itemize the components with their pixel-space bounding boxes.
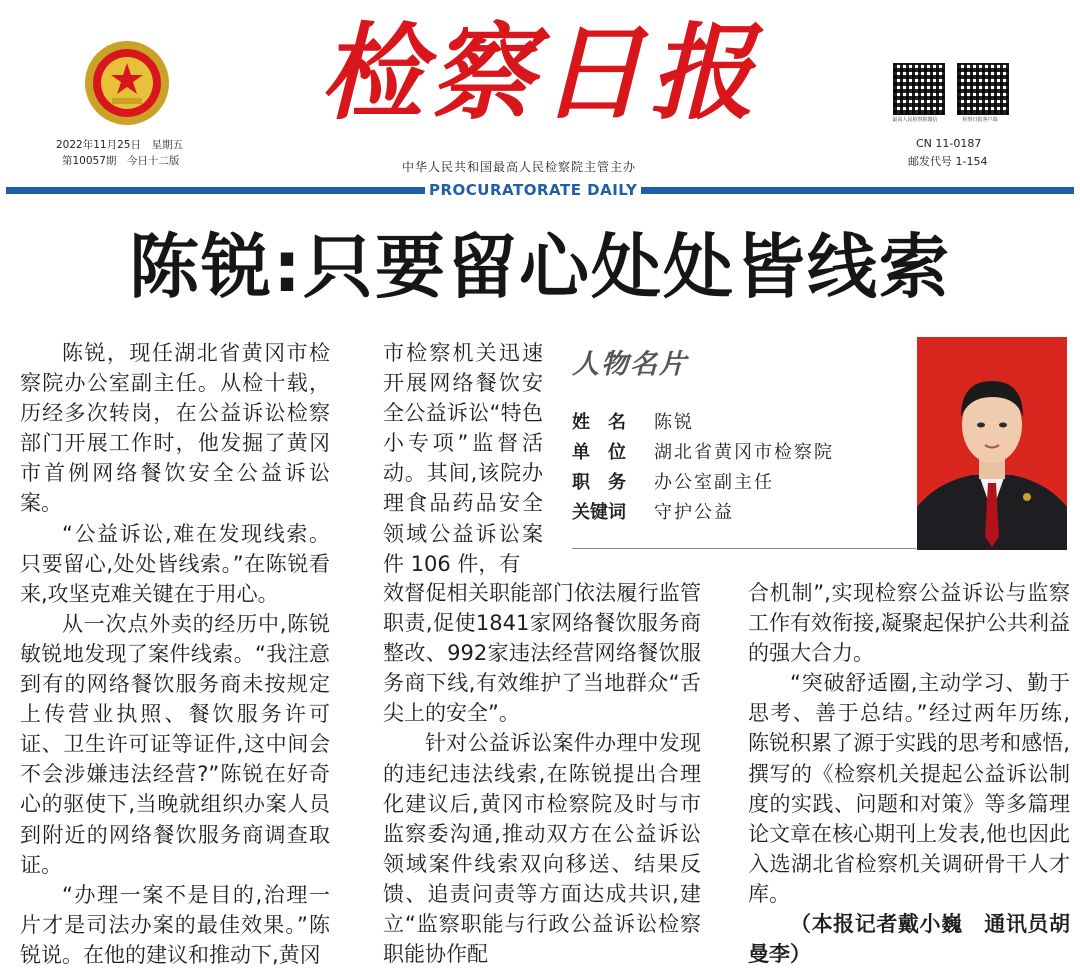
- article-headline: 陈锐:只要留心处处皆线索: [129, 226, 951, 308]
- postal-code: 邮发代号 1-154: [908, 155, 988, 168]
- profile-value: 守护公益: [654, 502, 734, 523]
- paragraph: 从一次点外卖的经历中,陈锐敏锐地发现了案件线索。“我注意到有的网络餐饮服务商未按规定上传营业执照、餐饮服务许可证、卫生许可证等证件,这中间会不会涉嫌违法经营?”陈锐在好奇心的驱使下,当晚就组织办案人员到附近的网络餐饮服务商调查取证。: [20, 611, 330, 877]
- masthead-title: 检察日报: [319, 11, 760, 134]
- qr-label-wechat: 最高人民检察院微信: [892, 117, 938, 123]
- issue-number: 第10057期 今日十二版: [62, 155, 180, 167]
- paragraph: 针对公益诉讼案件办理中发现的违纪违法线索,在陈锐提出合理化建议后,黄冈市检察院及时与市监察委沟通,推动双方在公益诉讼领域案件线索双向移送、结果反馈、追责问责等方面达成共识,建立“监察职能与行政公益诉讼检察职能协作配: [383, 731, 701, 967]
- issue-date: 2022年11月25日 星期五: [56, 139, 183, 151]
- paragraph: 效督促相关职能部门依法履行监管职责,促使1841家网络餐饮服务商整改、992家违法经营网络餐饮服务商下线,有效维护了当地群众“舌尖上的安全”。: [383, 581, 701, 726]
- qr-label-app: 检察日报客户端: [962, 117, 998, 123]
- article-column-4: [748, 578, 1070, 969]
- portrait-photo: [917, 337, 1067, 550]
- cn-number: CN 11-0187: [916, 137, 982, 150]
- profile-value: 湖北省黄冈市检察院: [654, 442, 834, 463]
- profile-row-keyword: [572, 498, 734, 524]
- profile-label: 单 位: [572, 442, 626, 463]
- english-name: PROCURATORATE DAILY: [425, 180, 641, 200]
- paragraph: 合机制”,实现检察公益诉讼与监察工作有效衔接,凝聚起保护公共利益的强大合力。: [748, 581, 1070, 666]
- paragraph: 陈锐，现任湖北省黄冈市检察院办公室副主任。从检十载，历经多次转岗，在公益诉讼检察部门开展工作时，他发掘了黄冈市首例网络餐饮安全公益诉讼案。: [20, 341, 330, 516]
- profile-tag: 人物名片: [572, 349, 688, 380]
- profile-value: 办公室副主任: [654, 472, 774, 493]
- paragraph: “公益诉讼,难在发现线索。只要留心,处处皆线索。”在陈锐看来,攻坚克难关键在于用心。: [20, 521, 330, 606]
- qr-code-icon: [957, 63, 1009, 115]
- article-column-2: [383, 338, 543, 579]
- qr-code-icon: [893, 63, 945, 115]
- profile-row-name: [572, 408, 694, 434]
- profile-label: 职 务: [572, 472, 626, 493]
- paragraph: “办理一案不是目的,治理一片才是司法办案的最佳效果。”陈锐说。在他的建议和推动下,黄冈: [20, 882, 330, 967]
- article-column-3: [383, 578, 701, 969]
- profile-value: 陈锐: [654, 412, 694, 433]
- paragraph: 市检察机关迅速开展网络餐饮安全公益诉讼“特色小专项”监督活动。其间,该院办理食品药品安全领域公益诉讼案件 106 件，有: [383, 341, 543, 576]
- article-column-1: [20, 338, 330, 970]
- procuratorate-emblem-icon: [82, 38, 172, 128]
- profile-row-position: [572, 468, 774, 494]
- sponsor-line: 中华人民共和国最高人民检察院主管主办: [402, 160, 637, 174]
- byline: （本报记者戴小巍 通讯员胡曼李）: [748, 912, 1070, 967]
- qr-code-wechat[interactable]: [893, 63, 945, 115]
- profile-divider: [572, 548, 916, 549]
- profile-label: 姓 名: [572, 412, 626, 433]
- paragraph: “突破舒适圈,主动学习、勤于思考、善于总结。”经过两年历练,陈锐积累了源于实践的思考和感悟,撰写的《检察机关提起公益诉讼制度的实践、问题和对策》等多篇理论文章在核心期刊上发表,他也因此入选湖北省检察机关调研骨干人才库。: [748, 671, 1070, 906]
- profile-row-unit: [572, 438, 834, 464]
- profile-label: 关键词: [572, 502, 626, 523]
- qr-code-app[interactable]: [957, 63, 1009, 115]
